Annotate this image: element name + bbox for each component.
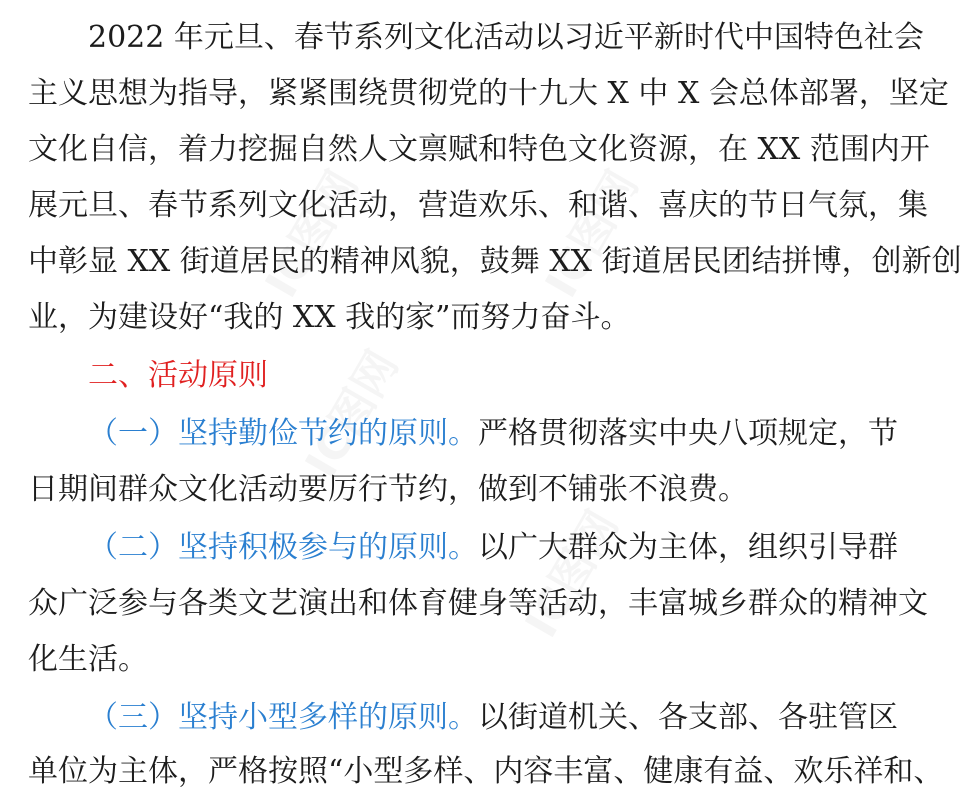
principle-first-line	[88, 414, 898, 454]
paragraph-line: 展元旦、春节系列文化活动，营造欢乐、和谐、喜庆的节日气氛，集	[28, 188, 928, 223]
paragraph-line: 中彰显 XX 街道居民的精神风貌，鼓舞 XX 街道居民团结拼博，创新创	[28, 244, 962, 279]
principle-first-line	[88, 698, 898, 738]
paragraph-line: 众广泛参与各类文艺演出和体育健身等活动，丰富城乡群众的精神文	[28, 586, 928, 621]
paragraph-line: 化生活。	[28, 642, 148, 677]
paragraph-line: 2022 年元旦、春节系列文化活动以习近平新时代中国特色社会	[88, 20, 924, 55]
watermark: IC图网	[535, 162, 649, 307]
principle-heading: （二）坚持积极参与的原则。	[88, 530, 478, 565]
paragraph-line: 文化自信，着力挖掘自然人文禀赋和特色文化资源，在 XX 范围内开	[28, 132, 930, 167]
principle-heading: （三）坚持小型多样的原则。	[88, 700, 478, 735]
watermark: IC图网	[255, 162, 369, 307]
principle-first-line	[88, 528, 898, 568]
section-heading: 二、活动原则	[88, 358, 268, 393]
watermark: IC图网	[295, 342, 409, 487]
principle-text: 以广大群众为主体，组织引导群	[478, 530, 898, 565]
watermark: IC图网	[515, 502, 629, 647]
paragraph-line: 主义思想为指导，紧紧围绕贯彻党的十九大 X 中 X 会总体部署，坚定	[28, 76, 949, 111]
principle-text: 严格贯彻落实中央八项规定，节	[478, 416, 898, 451]
principle-text: 以街道机关、各支部、各驻管区	[478, 700, 898, 735]
paragraph-line: 单位为主体，严格按照“小型多样、内容丰富、健康有益、欢乐祥和、	[28, 754, 944, 789]
principle-heading: （一）坚持勤俭节约的原则。	[88, 416, 478, 451]
paragraph-line: 日期间群众文化活动要厉行节约，做到不铺张不浪费。	[28, 472, 748, 507]
paragraph-line: 业，为建设好“我的 XX 我的家”而努力奋斗。	[28, 300, 631, 335]
